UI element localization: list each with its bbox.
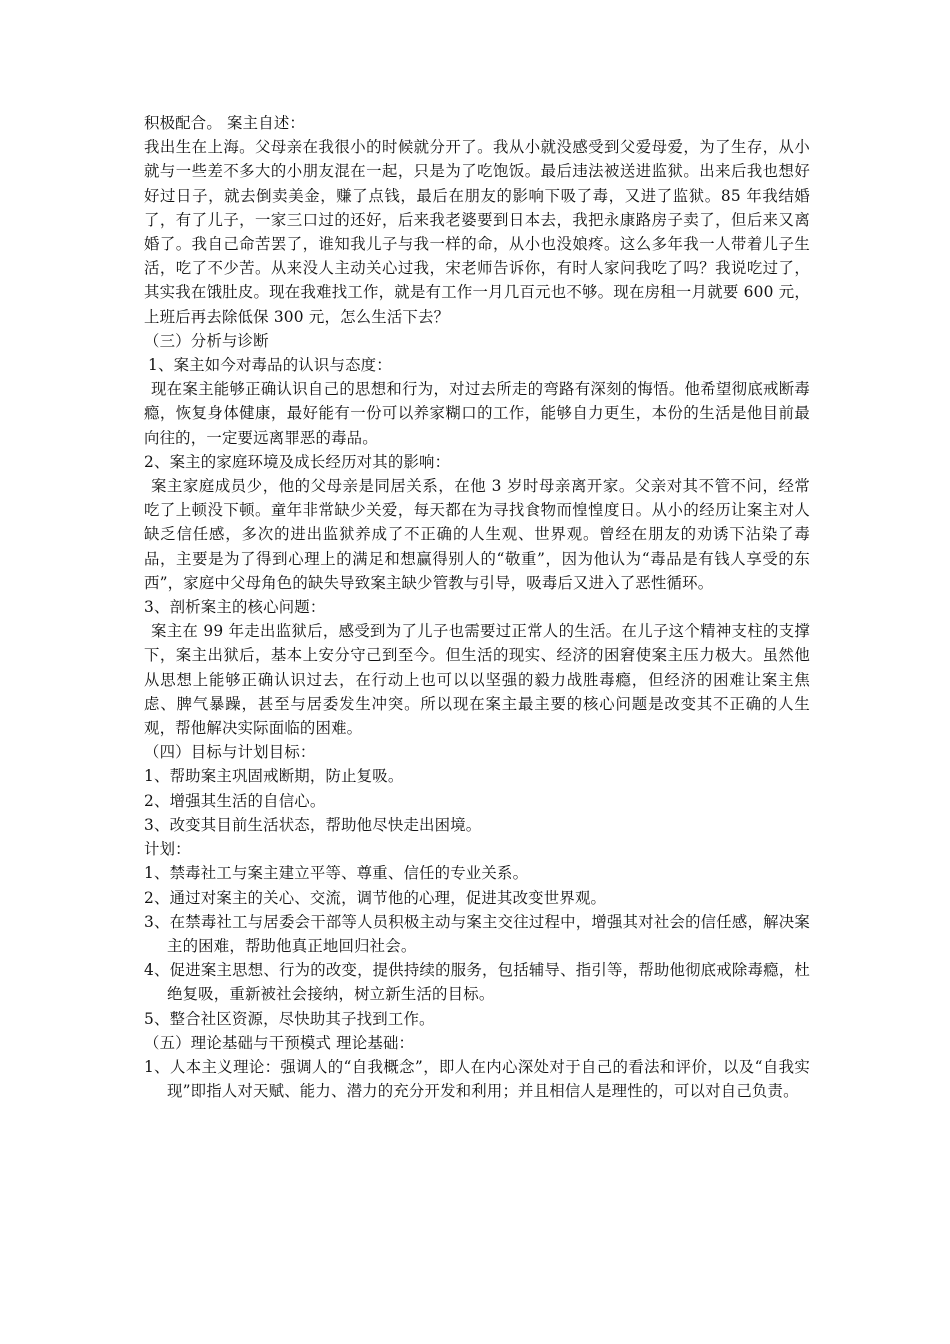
theory-item: 1、人本主义理论：强调人的“自我概念”，即人在内心深处对于自己的看法和评价，以及“自我实现”即指人对天赋、能力、潜力的充分开发和利用；并且相信人是理性的，可以对自己负责。 [144,1057,810,1101]
plan-item: 5、整合社区资源，尽快助其子找到工作。 [144,1009,435,1028]
document-body [144,111,810,1103]
goal-item: 3、改变其目前生活状态，帮助他尽快走出困境。 [144,815,482,834]
paragraph-core-problem: 案主在 99 年走出监狱后，感受到为了儿子也需要过正常人的生活。在儿子这个精神支柱的支撑下，案主出狱后，基本上安分守己到至今。但生活的现实、经济的困窘使案主压力极大。虽然他从思想上能够正确认识过去，在行动上也可以以坚强的毅力战胜毒瘾，但经济的困难让案主焦虑、脾气暴躁，甚至与居委发生冲突。所以现在案主最主要的核心问题是改变其不正确的人生观，帮他解决实际面临的困难。 [144,622,810,738]
intro-line: 积极配合。 案主自述： [144,114,305,132]
subheading-core-problem: 3、剖析案主的核心问题： [144,598,326,617]
paragraph-family-background: 案主家庭成员少，他的父母亲是同居关系，在他 3 岁时母亲离开家。父亲对其不管不问，经常吃了上顿没下顿。童年非常缺少关爱，每天都在为寻找食物而惶惶度日。从小的经历让案主对人缺乏信任感，多次的进出监狱养成了不正确的人生观、世界观。曾经在朋友的劝诱下沾染了毒品，主要是为了得到心理上的满足和想赢得别人的“敬重”，因为他认为“毒品是有钱人享受的东西”，家庭中父母角色的缺失导致案主缺少管教与引导，吸毒后又进入了恶性循环。 [144,477,810,592]
paragraph-drug-attitude: 现在案主能够正确认识自己的思想和行为，对过去所走的弯路有深刻的悔悟。他希望彻底戒断毒瘾，恢复身体健康，最好能有一份可以养家糊口的工作，能够自力更生，本份的生活是他目前最向往的，一定要远离罪恶的毒品。 [144,380,810,447]
plan-label: 计划： [144,840,191,859]
plan-item: 4、促进案主思想、行为的改变，提供持续的服务，包括辅导、指引等，帮助他彻底戒除毒瘾，杜绝复吸，重新被社会接纳，树立新生活的目标。 [144,961,810,1004]
section-heading-goals: （四）目标与计划目标： [144,743,316,762]
subheading-family-background: 2、案主的家庭环境及成长经历对其的影响： [144,452,451,471]
goal-item: 1、帮助案主巩固戒断期，防止复吸。 [144,767,404,786]
plan-item: 3、在禁毒社工与居委会干部等人员积极主动与案主交往过程中，增强其对社会的信任感，解决案主的困难，帮助他真正地回归社会。 [144,912,810,955]
plan-item: 1、禁毒社工与案主建立平等、尊重、信任的专业关系。 [144,864,529,883]
goal-item: 2、增强其生活的自信心。 [144,791,326,810]
plan-item: 2、通过对案主的关心、交流，调节他的心理，促进其改变世界观。 [144,888,607,907]
section-heading-analysis: （三）分析与诊断 [144,331,269,350]
section-heading-theory: （五）理论基础与干预模式 理论基础： [144,1033,415,1052]
subheading-drug-attitude: 1、案主如今对毒品的认识与态度： [148,356,392,375]
client-statement: 我出生在上海。父母亲在我很小的时候就分开了。我从小就没感受到父爱母爱，为了生存，从小就与一些差不多大的小朋友混在一起，只是为了吃饱饭。最后违法被送进监狱。出来后我也想好好过日子，就去倒卖美金，赚了点钱，最后在朋友的影响下吸了毒，又进了监狱。85 年我结婚了，有了儿子，一家三口过的还好，后来我老婆要到日本去，我把永康路房子卖了，但后来又离婚了。我自己命苦罢了，谁知我儿子与我一样的命，从小也没娘疼。这么多年我一人带着儿子生活，吃了不少苦。从来没人主动关心过我，宋老师告诉你，有时人家问我吃了吗？我说吃过了，其实我在饿肚皮。现在我难找工作，就是有工作一月几百元也不够。现在房租一月就要 600 元，上班后再去除低保 300 元，怎么生活下去？ [144,138,810,326]
